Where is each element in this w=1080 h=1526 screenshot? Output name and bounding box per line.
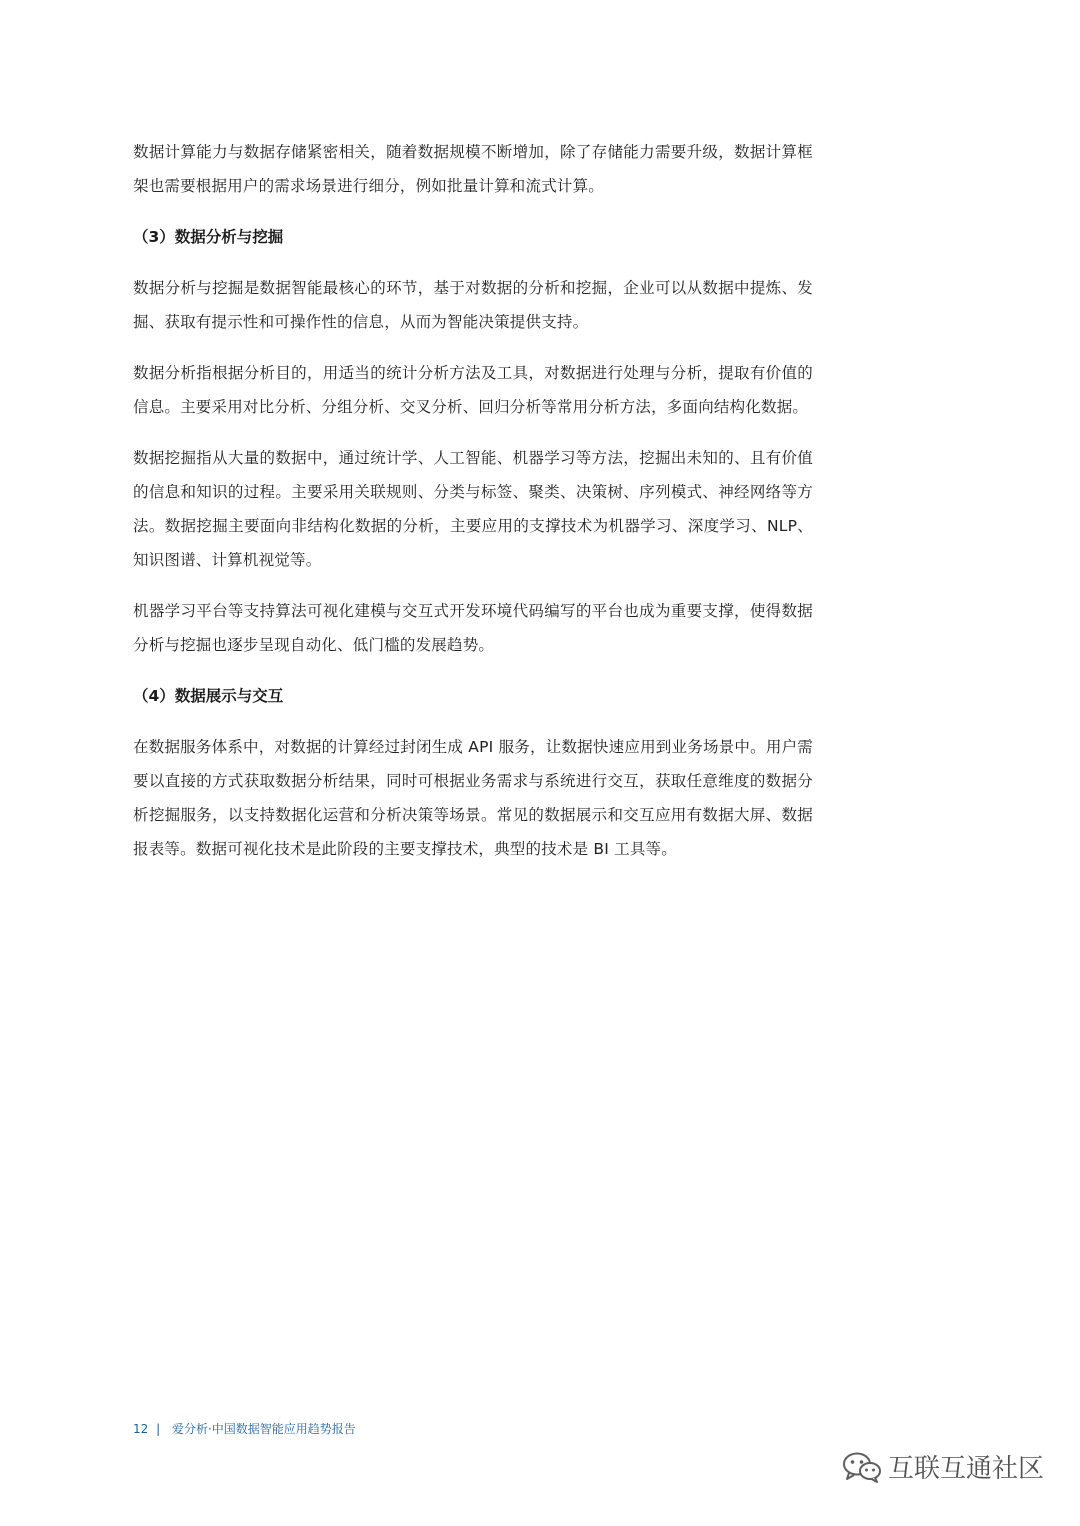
page-number: 12 — [133, 1422, 149, 1436]
section-heading-analysis-mining: （3）数据分析与挖掘 — [133, 228, 284, 246]
paragraph-analysis-mining-intro: 数据分析与挖掘是数据智能最核心的环节，基于对数据的分析和挖掘，企业可以从数据中提炼、发掘、获取有提示性和可操作性的信息，从而为智能决策提供支持。 — [133, 279, 813, 331]
paragraph-data-mining: 数据挖掘指从大量的数据中，通过统计学、人工智能、机器学习等方法，挖掘出未知的、且有价值的信息和知识的过程。主要采用关联规则、分类与标签、聚类、决策树、序列模式、神经网络等方法。数据挖掘主要面向非结构化数据的分析，主要应用的支撑技术为机器学习、深度学习、NLP、知识图谱、计算机视觉等。 — [133, 449, 813, 569]
report-title: 爱分析·中国数据智能应用趋势报告 — [171, 1422, 356, 1436]
wechat-icon — [842, 1450, 882, 1484]
paragraph-display-interaction: 在数据服务体系中，对数据的计算经过封闭生成 API 服务，让数据快速应用到业务场景中。用户需要以直接的方式获取数据分析结果，同时可根据业务需求与系统进行交互，获取任意维度的数据分析挖掘服务，以支持数据化运营和分析决策等场景。常见的数据展示和交互应用有数据大屏、数据报表等。数据可视化技术是此阶段的主要支撑技术，典型的技术是 BI 工具等。 — [133, 738, 813, 858]
section-heading-display-interaction: （4）数据展示与交互 — [133, 687, 284, 705]
paragraph-ml-platform: 机器学习平台等支持算法可视化建模与交互式开发环境代码编写的平台也成为重要支撑，使得数据分析与挖掘也逐步呈现自动化、低门槛的发展趋势。 — [133, 602, 813, 654]
page-footer — [133, 1420, 356, 1437]
paragraph-data-analysis: 数据分析指根据分析目的，用适当的统计分析方法及工具，对数据进行处理与分析，提取有价值的信息。主要采用对比分析、分组分析、交叉分析、回归分析等常用分析方法，多面向结构化数据。 — [133, 364, 813, 416]
footer-separator: | — [156, 1422, 161, 1436]
paragraph-data-computing: 数据计算能力与数据存储紧密相关，随着数据规模不断增加，除了存储能力需要升级，数据计算框架也需要根据用户的需求场景进行细分，例如批量计算和流式计算。 — [133, 143, 813, 195]
watermark — [842, 1448, 1044, 1485]
watermark-text: 互联互通社区 — [887, 1454, 1044, 1484]
document-body — [133, 135, 813, 883]
